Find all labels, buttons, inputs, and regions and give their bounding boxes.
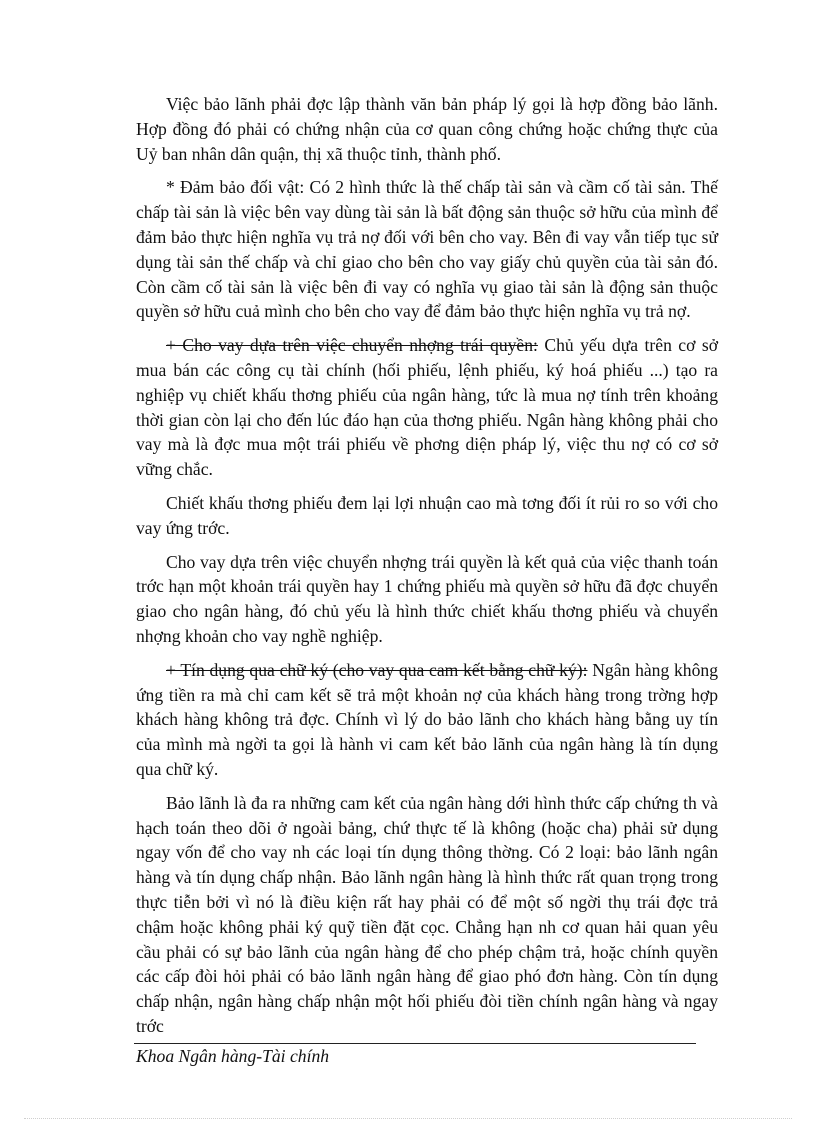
paragraph-text: * Đảm bảo đối vật: Có 2 hình thức là thế chấp tài sản và cầm cố tài sản. Thế chấp tài sản là việc bên vay dùng tài sản là bất động sản thuộc sở hữu của mình để đảm bảo thực hiện nghĩa vụ trả nợ đối với bên cho vay. Bên đi vay vẫn tiếp tục sử dụng tài sản thế chấp và chỉ giao cho bên cho vay giấy chủ quyền của tài sản đó. Còn cầm cố tài sản là việc bên đi vay có nghĩa vụ giao tài sản là động sản thuộc quyền sở hữu cuả mình cho bên cho vay để đảm bảo thực hiện nghĩa vụ trả nợ.: [136, 177, 718, 322]
paragraph-text: Chiết khấu thơng phiếu đem lại lợi nhuận cao mà tơng đối ít rủi ro so với cho vay ứng trớc.: [136, 492, 718, 538]
section-heading-claim-transfer: + Cho vay dựa trên việc chuyển nhợng trái quyền:: [166, 335, 538, 356]
paragraph-guarantee-types: [136, 791, 718, 1039]
paragraph-claim-transfer-detail: [136, 550, 718, 649]
paragraph-discount: [136, 491, 718, 541]
paragraph-text: Bảo lãnh là đa ra những cam kết của ngân hàng dới hình thức cấp chứng th và hạch toán theo dõi ở ngoài bảng, chứ thực tế là không (hoặc cha) phải sử dụng ngay vốn để cho vay nh các loại tín dụng thông thờng. Có 2 loại: bảo lãnh ngân hàng và tín dụng chấp nhận. Bảo lãnh ngân hàng là hình thức rất quan trọng trong thực tiễn bởi vì nó là điều kiện rất hay phải có để một số ngời thụ trái đợc trả chậm hoặc không phải ký quỹ tiền đặt cọc. Chẳng hạn nh cơ quan hải quan yêu cầu phải có sự bảo lãnh của ngân hàng để cho phép chậm trả, hoặc chính quyền các cấp đòi hỏi phải có bảo lãnh ngân hàng để giao phó đơn hàng. Còn tín dụng chấp nhận, ngân hàng chấp nhận một hối phiếu đòi tiền chính ngân hàng và ngay trớc: [136, 792, 718, 1036]
section-heading-signature-credit: + Tín dụng qua chữ ký (cho vay qua cam kết bằng chữ ký):: [166, 659, 588, 680]
paragraph-claim-transfer: [136, 333, 718, 482]
footer-divider: [134, 1043, 696, 1044]
page-bottom-edge: [24, 1118, 792, 1119]
document-body: [136, 92, 718, 1047]
footer-department: Khoa Ngân hàng-Tài chính: [136, 1046, 330, 1066]
paragraph-text: Việc bảo lãnh phải đợc lập thành văn bản pháp lý gọi là hợp đồng bảo lãnh. Hợp đồng đó phải có chứng nhận của cơ quan công chứng hoặc chứng thực của Uỷ ban nhân dân quận, thị xã thuộc tỉnh, thành phố.: [136, 94, 718, 164]
paragraph-signature-credit: [136, 658, 718, 782]
paragraph-text: Ngân hàng không ứng tiền ra mà chỉ cam kết sẽ trả một khoản nợ của khách hàng trong trờng hợp khách hàng không trả đợc. Chính vì lý do bảo lãnh cho khách hàng bằng uy tín của mình mà ngời ta gọi là hành vi cam kết bảo lãnh của ngân hàng là tín dụng qua chữ ký.: [136, 659, 718, 779]
paragraph-text: Cho vay dựa trên việc chuyển nhợng trái quyền là kết quả của việc thanh toán trớc hạn một khoản trái quyền hay 1 chứng phiếu mà quyền sở hữu đã đợc chuyển giao cho ngân hàng, đó chủ yếu là hình thức chiết khấu thơng phiếu và chuyển nhợng khoản cho vay nghề nghiệp.: [136, 551, 718, 646]
paragraph-collateral: [136, 175, 718, 324]
paragraph-guarantee-contract: [136, 92, 718, 166]
paragraph-text: Chủ yếu dựa trên cơ sở mua bán các công cụ tài chính (hối phiếu, lệnh phiếu, ký hoá phiếu ...) tạo ra nghiệp vụ chiết khấu thơng phiếu của ngân hàng, tức là mua nợ tính trên khoảng thời gian còn lại cho đến lúc đáo hạn của thơng phiếu. Ngân hàng không phải cho vay mà là đợc mua một trái phiếu về phơng diện pháp lý, việc thu nợ có cơ sở vững chắc.: [136, 335, 718, 480]
